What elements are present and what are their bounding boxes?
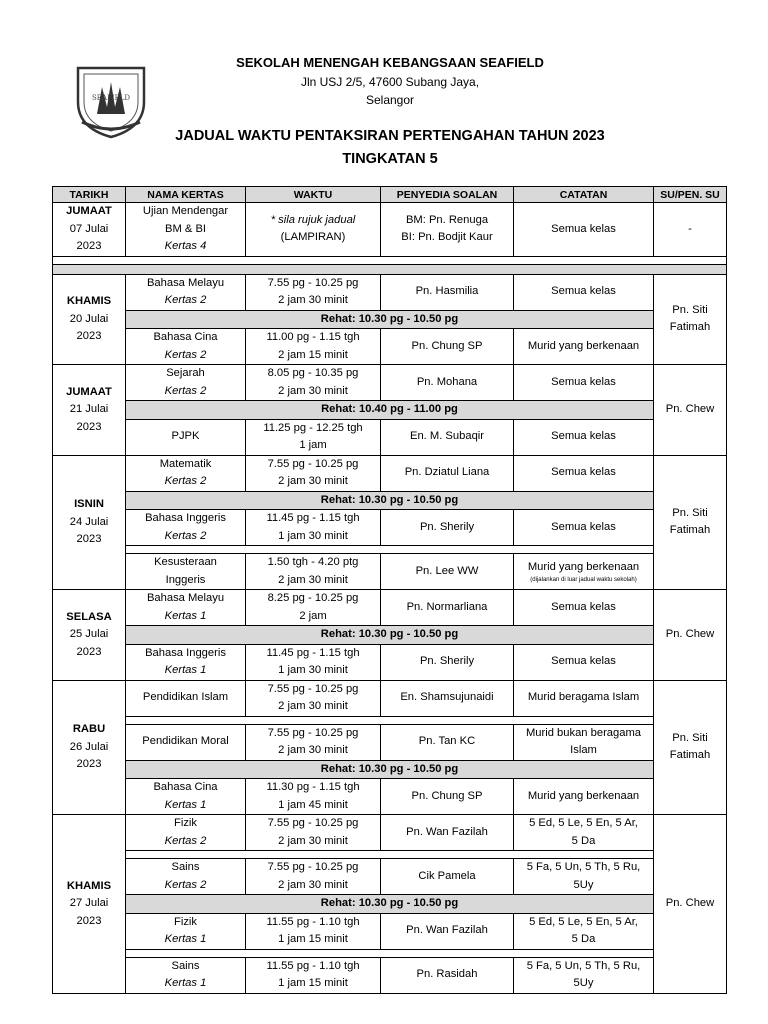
time-cell: 7.55 pg - 10.25 pg 2 jam 30 minit <box>246 680 381 716</box>
table-row <box>53 913 727 949</box>
su-cell: Pn. Chew <box>654 815 727 994</box>
break-label: Rehat: 10.40 pg - 11.00 pg <box>126 401 654 420</box>
note-cell: 5 Fa, 5 Un, 5 Th, 5 Ru, 5Uy <box>514 957 654 993</box>
note-cell: 5 Ed, 5 Le, 5 En, 5 Ar, 5 Da <box>514 815 654 851</box>
time-cell: 7.55 pg - 10.25 pg 2 jam 30 minit <box>246 455 381 491</box>
note-cell: Semua kelas <box>514 365 654 401</box>
note-cell: Semua kelas <box>514 644 654 680</box>
time-cell: 1.50 tgh - 4.20 ptg 2 jam 30 minit <box>246 554 381 590</box>
document-header <box>0 0 768 180</box>
paper-cell: Bahasa Inggeris Kertas 2 <box>126 510 246 546</box>
date-cell: KHAMIS 20 Julai 2023 <box>53 274 126 365</box>
break-label: Rehat: 10.30 pg - 10.50 pg <box>126 310 654 329</box>
setter-cell: Pn. Lee WW <box>381 554 514 590</box>
setter-cell: Pn. Mohana <box>381 365 514 401</box>
header-penyedia-soalan: PENYEDIA SOALAN <box>381 187 514 203</box>
document-subtitle: TINGKATAN 5 <box>342 151 438 167</box>
time-cell: 7.55 pg - 10.25 pg 2 jam 30 minit <box>246 815 381 851</box>
setter-cell: Pn. Wan Fazilah <box>381 913 514 949</box>
break-label: Rehat: 10.30 pg - 10.50 pg <box>126 626 654 645</box>
setter-cell: Pn. Dziatul Liana <box>381 455 514 491</box>
note-cell: Semua kelas <box>514 274 654 310</box>
time-cell: 11.55 pg - 1.10 tgh 1 jam 15 minit <box>246 913 381 949</box>
paper-cell: Bahasa Melayu Kertas 1 <box>126 590 246 626</box>
header-su: SU/PEN. SU <box>654 187 727 203</box>
divider-row <box>53 264 727 274</box>
setter-cell: BM: Pn. Renuga BI: Pn. Bodjit Kaur <box>381 203 514 257</box>
spacer-row <box>53 716 727 724</box>
table-row <box>53 274 727 310</box>
break-row <box>53 491 727 510</box>
date-cell: KHAMIS 27 Julai 2023 <box>53 815 126 994</box>
setter-cell: Pn. Wan Fazilah <box>381 815 514 851</box>
setter-cell: Pn. Hasmilia <box>381 274 514 310</box>
date-cell: ISNIN 24 Julai 2023 <box>53 455 126 590</box>
date-cell: JUMAAT 21 Julai 2023 <box>53 365 126 456</box>
su-cell: Pn. Siti Fatimah <box>654 274 727 365</box>
break-label: Rehat: 10.30 pg - 10.50 pg <box>126 895 654 914</box>
header-tarikh: TARIKH <box>53 187 126 203</box>
setter-cell: Pn. Sherily <box>381 510 514 546</box>
table-row <box>53 455 727 491</box>
setter-cell: Pn. Normarliana <box>381 590 514 626</box>
date-cell: RABU 26 Julai 2023 <box>53 680 126 815</box>
paper-cell: Bahasa Melayu Kertas 2 <box>126 274 246 310</box>
table-row <box>53 329 727 365</box>
paper-cell: Bahasa Inggeris Kertas 1 <box>126 644 246 680</box>
su-cell: Pn. Chew <box>654 365 727 456</box>
spacer-row <box>53 546 727 554</box>
header-waktu: WAKTU <box>246 187 381 203</box>
paper-cell: Bahasa Cina Kertas 1 <box>126 779 246 815</box>
setter-cell: Pn. Rasidah <box>381 957 514 993</box>
note-cell: Semua kelas <box>514 510 654 546</box>
setter-cell: Pn. Tan KC <box>381 724 514 760</box>
table-row <box>53 510 727 546</box>
table-row <box>53 365 727 401</box>
document-title: JADUAL WAKTU PENTAKSIRAN PERTENGAHAN TAHUN 2023 <box>175 128 605 144</box>
time-cell: 8.05 pg - 10.35 pg 2 jam 30 minit <box>246 365 381 401</box>
date-cell: SELASA 25 Julai 2023 <box>53 590 126 681</box>
break-row <box>53 626 727 645</box>
school-address-line1: Jln USJ 2/5, 47600 Subang Jaya, <box>300 75 480 89</box>
setter-cell: En. Shamsujunaidi <box>381 680 514 716</box>
spacer-row <box>53 851 727 859</box>
spacer-row <box>53 256 727 264</box>
su-cell: Pn. Siti Fatimah <box>654 680 727 815</box>
table-row <box>53 680 727 716</box>
note-cell: Murid yang berkenaan (dijalankan di luar jadual waktu sekolah) <box>514 554 654 590</box>
setter-cell: En. M. Subaqir <box>381 419 514 455</box>
break-row <box>53 401 727 420</box>
note-cell: Semua kelas <box>514 419 654 455</box>
paper-cell: Pendidikan Islam <box>126 680 246 716</box>
setter-cell: Pn. Sherily <box>381 644 514 680</box>
table-row <box>53 815 727 851</box>
time-cell: * sila rujuk jadual (LAMPIRAN) <box>246 203 381 257</box>
paper-cell: Pendidikan Moral <box>126 724 246 760</box>
header-catatan: CATATAN <box>514 187 654 203</box>
break-row <box>53 310 727 329</box>
time-cell: 7.55 pg - 10.25 pg 2 jam 30 minit <box>246 859 381 895</box>
time-cell: 11.55 pg - 1.10 tgh 1 jam 15 minit <box>246 957 381 993</box>
break-label: Rehat: 10.30 pg - 10.50 pg <box>126 760 654 779</box>
table-row <box>53 419 727 455</box>
paper-cell: Fizik Kertas 2 <box>126 815 246 851</box>
note-cell: Semua kelas <box>514 455 654 491</box>
note-cell: 5 Fa, 5 Un, 5 Th, 5 Ru, 5Uy <box>514 859 654 895</box>
table-row <box>53 724 727 760</box>
exam-timetable <box>52 186 727 994</box>
time-cell: 7.55 pg - 10.25 pg 2 jam 30 minit <box>246 274 381 310</box>
break-label: Rehat: 10.30 pg - 10.50 pg <box>126 491 654 510</box>
paper-cell: Fizik Kertas 1 <box>126 913 246 949</box>
table-row <box>53 957 727 993</box>
note-cell: Murid bukan beragama Islam <box>514 724 654 760</box>
note-cell: Semua kelas <box>514 203 654 257</box>
setter-cell: Pn. Chung SP <box>381 779 514 815</box>
paper-cell: Sains Kertas 2 <box>126 859 246 895</box>
su-cell: - <box>654 203 727 257</box>
su-cell: Pn. Chew <box>654 590 727 681</box>
time-cell: 11.30 pg - 1.15 tgh 1 jam 45 minit <box>246 779 381 815</box>
table-row <box>53 779 727 815</box>
paper-cell: Kesusteraan Inggeris <box>126 554 246 590</box>
note-cell: Semua kelas <box>514 590 654 626</box>
date-cell: JUMAAT 07 Julai 2023 <box>53 203 126 257</box>
paper-cell: Matematik Kertas 2 <box>126 455 246 491</box>
time-cell: 7.55 pg - 10.25 pg 2 jam 30 minit <box>246 724 381 760</box>
paper-cell: Sejarah Kertas 2 <box>126 365 246 401</box>
paper-cell: Sains Kertas 1 <box>126 957 246 993</box>
setter-cell: Pn. Chung SP <box>381 329 514 365</box>
paper-cell: PJPK <box>126 419 246 455</box>
school-name: SEKOLAH MENENGAH KEBANGSAAN SEAFIELD <box>236 55 544 70</box>
time-cell: 8.25 pg - 10.25 pg 2 jam <box>246 590 381 626</box>
header-nama-kertas: NAMA KERTAS <box>126 187 246 203</box>
paper-cell: Bahasa Cina Kertas 2 <box>126 329 246 365</box>
table-header-row <box>53 187 727 203</box>
note-cell: Murid yang berkenaan <box>514 779 654 815</box>
svg-text:SEAFIELD: SEAFIELD <box>92 94 130 102</box>
table-row <box>53 859 727 895</box>
time-cell: 11.45 pg - 1.15 tgh 1 jam 30 minit <box>246 510 381 546</box>
table-row <box>53 590 727 626</box>
time-cell: 11.25 pg - 12.25 tgh 1 jam <box>246 419 381 455</box>
su-cell: Pn. Siti Fatimah <box>654 455 727 590</box>
break-row <box>53 895 727 914</box>
note-cell: Murid yang berkenaan <box>514 329 654 365</box>
paper-cell: Ujian Mendengar BM & BI Kertas 4 <box>126 203 246 257</box>
time-cell: 11.00 pg - 1.15 tgh 2 jam 15 minit <box>246 329 381 365</box>
spacer-row <box>53 949 727 957</box>
table-row <box>53 203 727 257</box>
table-row <box>53 554 727 590</box>
table-row <box>53 644 727 680</box>
time-cell: 11.45 pg - 1.15 tgh 1 jam 30 minit <box>246 644 381 680</box>
setter-cell: Cik Pamela <box>381 859 514 895</box>
note-cell: Murid beragama Islam <box>514 680 654 716</box>
note-cell: 5 Ed, 5 Le, 5 En, 5 Ar, 5 Da <box>514 913 654 949</box>
school-address-line2: Selangor <box>365 93 415 107</box>
break-row <box>53 760 727 779</box>
